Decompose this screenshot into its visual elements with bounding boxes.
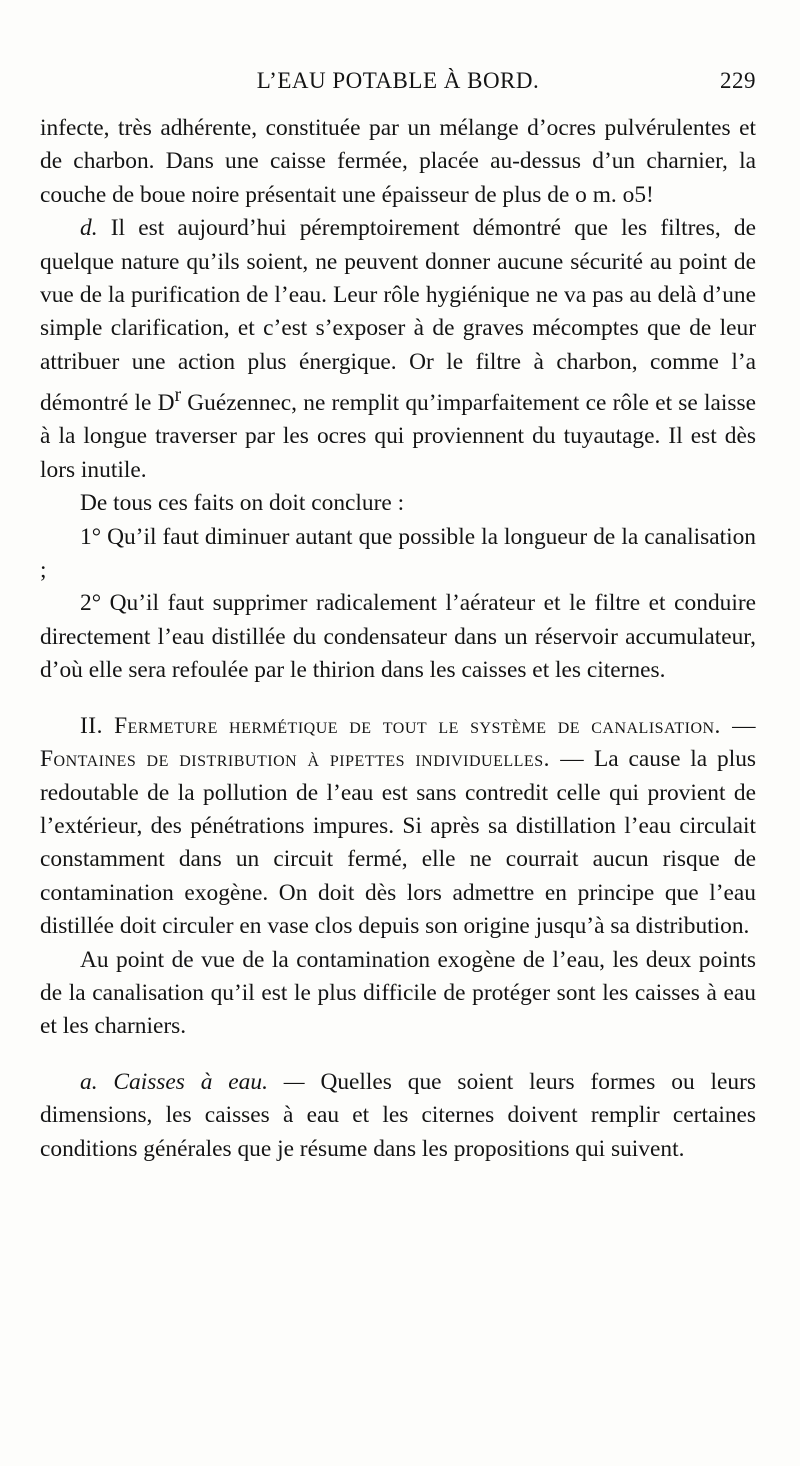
page-header	[40, 68, 756, 108]
paragraph-marker: d.	[80, 215, 98, 242]
body-text	[40, 112, 756, 1166]
paragraph-text: Il est aujourd’hui péremptoirement démontré que les filtres, de quelque nature qu’ils soient, ne peuvent donner aucune sécurité au point de vue de la purification de l’eau. Leur rôle hygiénique ne va pas au delà d’une simple clarification, et c’est s’exposer à de graves mécomptes que de leur attribuer une action plus énergique. Or le filtre à charbon, comme l’a démontré le D	[40, 215, 756, 417]
paragraph-text: infecte, très adhérente, constituée par un mélange d’ocres pulvérulentes et de charbon. Dans une caisse fermée, placée au-dessus d’un charnier, la couche de boue noire présentait une épaisseur de plus de o m. o5!	[40, 115, 756, 208]
paragraph-d	[40, 212, 756, 487]
paragraph-text: Quelles que soient leurs formes ou leurs dimensions, les caisses à eau et les citernes doivent remplir certaines conditions générales que je résume dans les propositions qui suivent.	[40, 1068, 756, 1162]
paragraph-text: 1° Qu’il faut diminuer autant que possible la longueur de la canalisation ;	[40, 523, 756, 584]
paragraph-text: Guézennec, ne remplit qu’imparfaitement ce rôle et se laisse à la longue traverser par les ocres qui proviennent du tuyautage. Il est dès lors inutile.	[40, 390, 756, 483]
section-II	[40, 710, 756, 944]
paragraph-contamination	[40, 944, 756, 1044]
subsection-a	[40, 1066, 756, 1166]
list-item-2	[40, 587, 756, 687]
list-item-1	[40, 521, 756, 588]
paragraph-continuation	[40, 112, 756, 212]
page-number: 229	[720, 68, 756, 93]
subsection-heading: a. Caisses à eau. —	[80, 1068, 305, 1095]
running-title: L’EAU POTABLE À BORD.	[256, 68, 540, 93]
paragraph-text: Au point de vue de la contamination exogène de l’eau, les deux points de la canalisation qu’il est le plus difficile de protéger sont les caisses à eau et les charniers.	[40, 946, 756, 1040]
section-heading: II. Fermeture hermétique de tout le système de canalisation. — Fontaines de distribution à pipettes individuelles. —	[40, 712, 756, 773]
paragraph-conclusion	[40, 487, 756, 520]
paragraph-text: 2° Qu’il faut supprimer radicalement l’aérateur et le filtre et conduire directement l’eau distillée du condensateur dans un réservoir accumulateur, d’où elle sera refoulée par le thirion dans les caisses et les citernes.	[40, 590, 756, 684]
paragraph-text: La cause la plus redoutable de la pollution de l’eau est sans contredit celle qui provient de l’extérieur, des pénétrations impures. Si après sa distillation l’eau circulait constamment dans un circuit fermé, elle ne courrait aucun risque de contamination exogène. On doit dès lors admettre en principe que l’eau distillée doit circuler en vase clos depuis son origine jusqu’à sa distribution.	[40, 746, 756, 940]
superscript: r	[174, 385, 182, 407]
paragraph-text: De tous ces faits on doit conclure :	[80, 490, 405, 517]
